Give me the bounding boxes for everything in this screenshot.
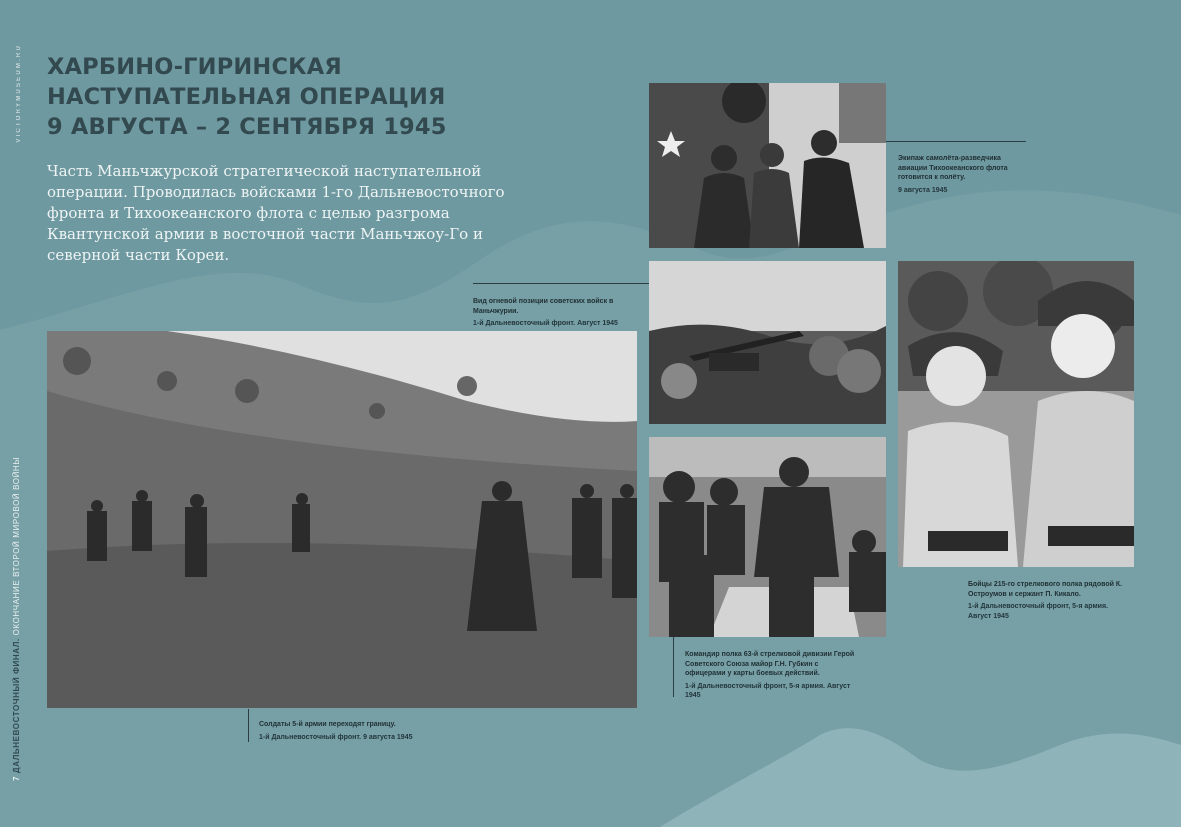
- caption-aircraft-crew-title: Экипаж самолёта-разведчика авиации Тихоокеанского флота готовится к полёту.: [898, 155, 1008, 181]
- soldiers-caption-rule: [248, 709, 249, 742]
- caption-fighters-title: Бойцы 215-го стрелкового полка рядовой К. Остроумов и сержант П. Кикало.: [968, 581, 1123, 598]
- caption-aircraft-crew: [898, 154, 1028, 195]
- caption-commander-title: Командир полка 63-й стрелковой дивизии Герой Советского Союза майор Г.Н. Губкин с офицерами у карты боевых действий.: [685, 651, 855, 677]
- caption-firing-position: [473, 297, 633, 329]
- caption-firing-position-title: Вид огневой позиции советских войск в Маньчжурии.: [473, 298, 614, 315]
- caption-fighters-sub: 1-й Дальневосточный фронт, 5-я армия. Август 1945: [968, 603, 1109, 620]
- photo-aircraft-crew: [649, 83, 886, 248]
- page-number: 7: [12, 775, 21, 781]
- caption-aircraft-crew-date: 9 августа 1945: [898, 186, 948, 194]
- section-subtitle: ОКОНЧАНИЕ ВТОРОЙ МИРОВОЙ ВОЙНЫ: [12, 457, 21, 636]
- page-title: [47, 52, 607, 142]
- caption-fighters: [968, 580, 1133, 621]
- photo-firing-position: [649, 261, 886, 424]
- caption-soldiers-crossing-sub: 1-й Дальневосточный фронт. 9 августа 1945: [259, 733, 413, 741]
- section-footer: [12, 457, 21, 789]
- title-line-1: ХАРБИНО-ГИРИНСКАЯ: [47, 54, 342, 80]
- lead-paragraph: Часть Маньчжурской стратегической наступательной операции. Проводилась войсками 1-го Дальневосточного фронта и Тихоокеанского флота с целью разгрома Квантунской армии в восточной части Маньчжоу-Го и северной части Кореи.: [47, 162, 505, 264]
- firing-caption-rule: [473, 283, 649, 284]
- crew-caption-rule: [886, 141, 1026, 142]
- photo-two-fighters: [898, 261, 1134, 567]
- caption-commander-sub: 1-й Дальневосточный фронт, 5-я армия. Август 1945: [685, 682, 851, 699]
- section-title: ДАЛЬНЕВОСТОЧНЫЙ ФИНАЛ.: [12, 638, 21, 774]
- caption-soldiers-crossing: [259, 720, 479, 742]
- commander-caption-rule: [673, 637, 674, 697]
- title-line-2: НАСТУПАТЕЛЬНАЯ ОПЕРАЦИЯ: [47, 84, 446, 110]
- title-line-3: 9 АВГУСТА – 2 СЕНТЯБРЯ 1945: [47, 114, 447, 140]
- photo-commander-officers: [649, 437, 886, 637]
- photo-soldiers-crossing: [47, 331, 637, 708]
- caption-commander: [685, 650, 855, 701]
- caption-soldiers-crossing-title: Солдаты 5-й армии переходят границу.: [259, 721, 396, 728]
- caption-firing-position-sub: 1-й Дальневосточный фронт. Август 1945: [473, 320, 618, 327]
- site-url[interactable]: VICTORYMUSEUM.RU: [16, 44, 22, 143]
